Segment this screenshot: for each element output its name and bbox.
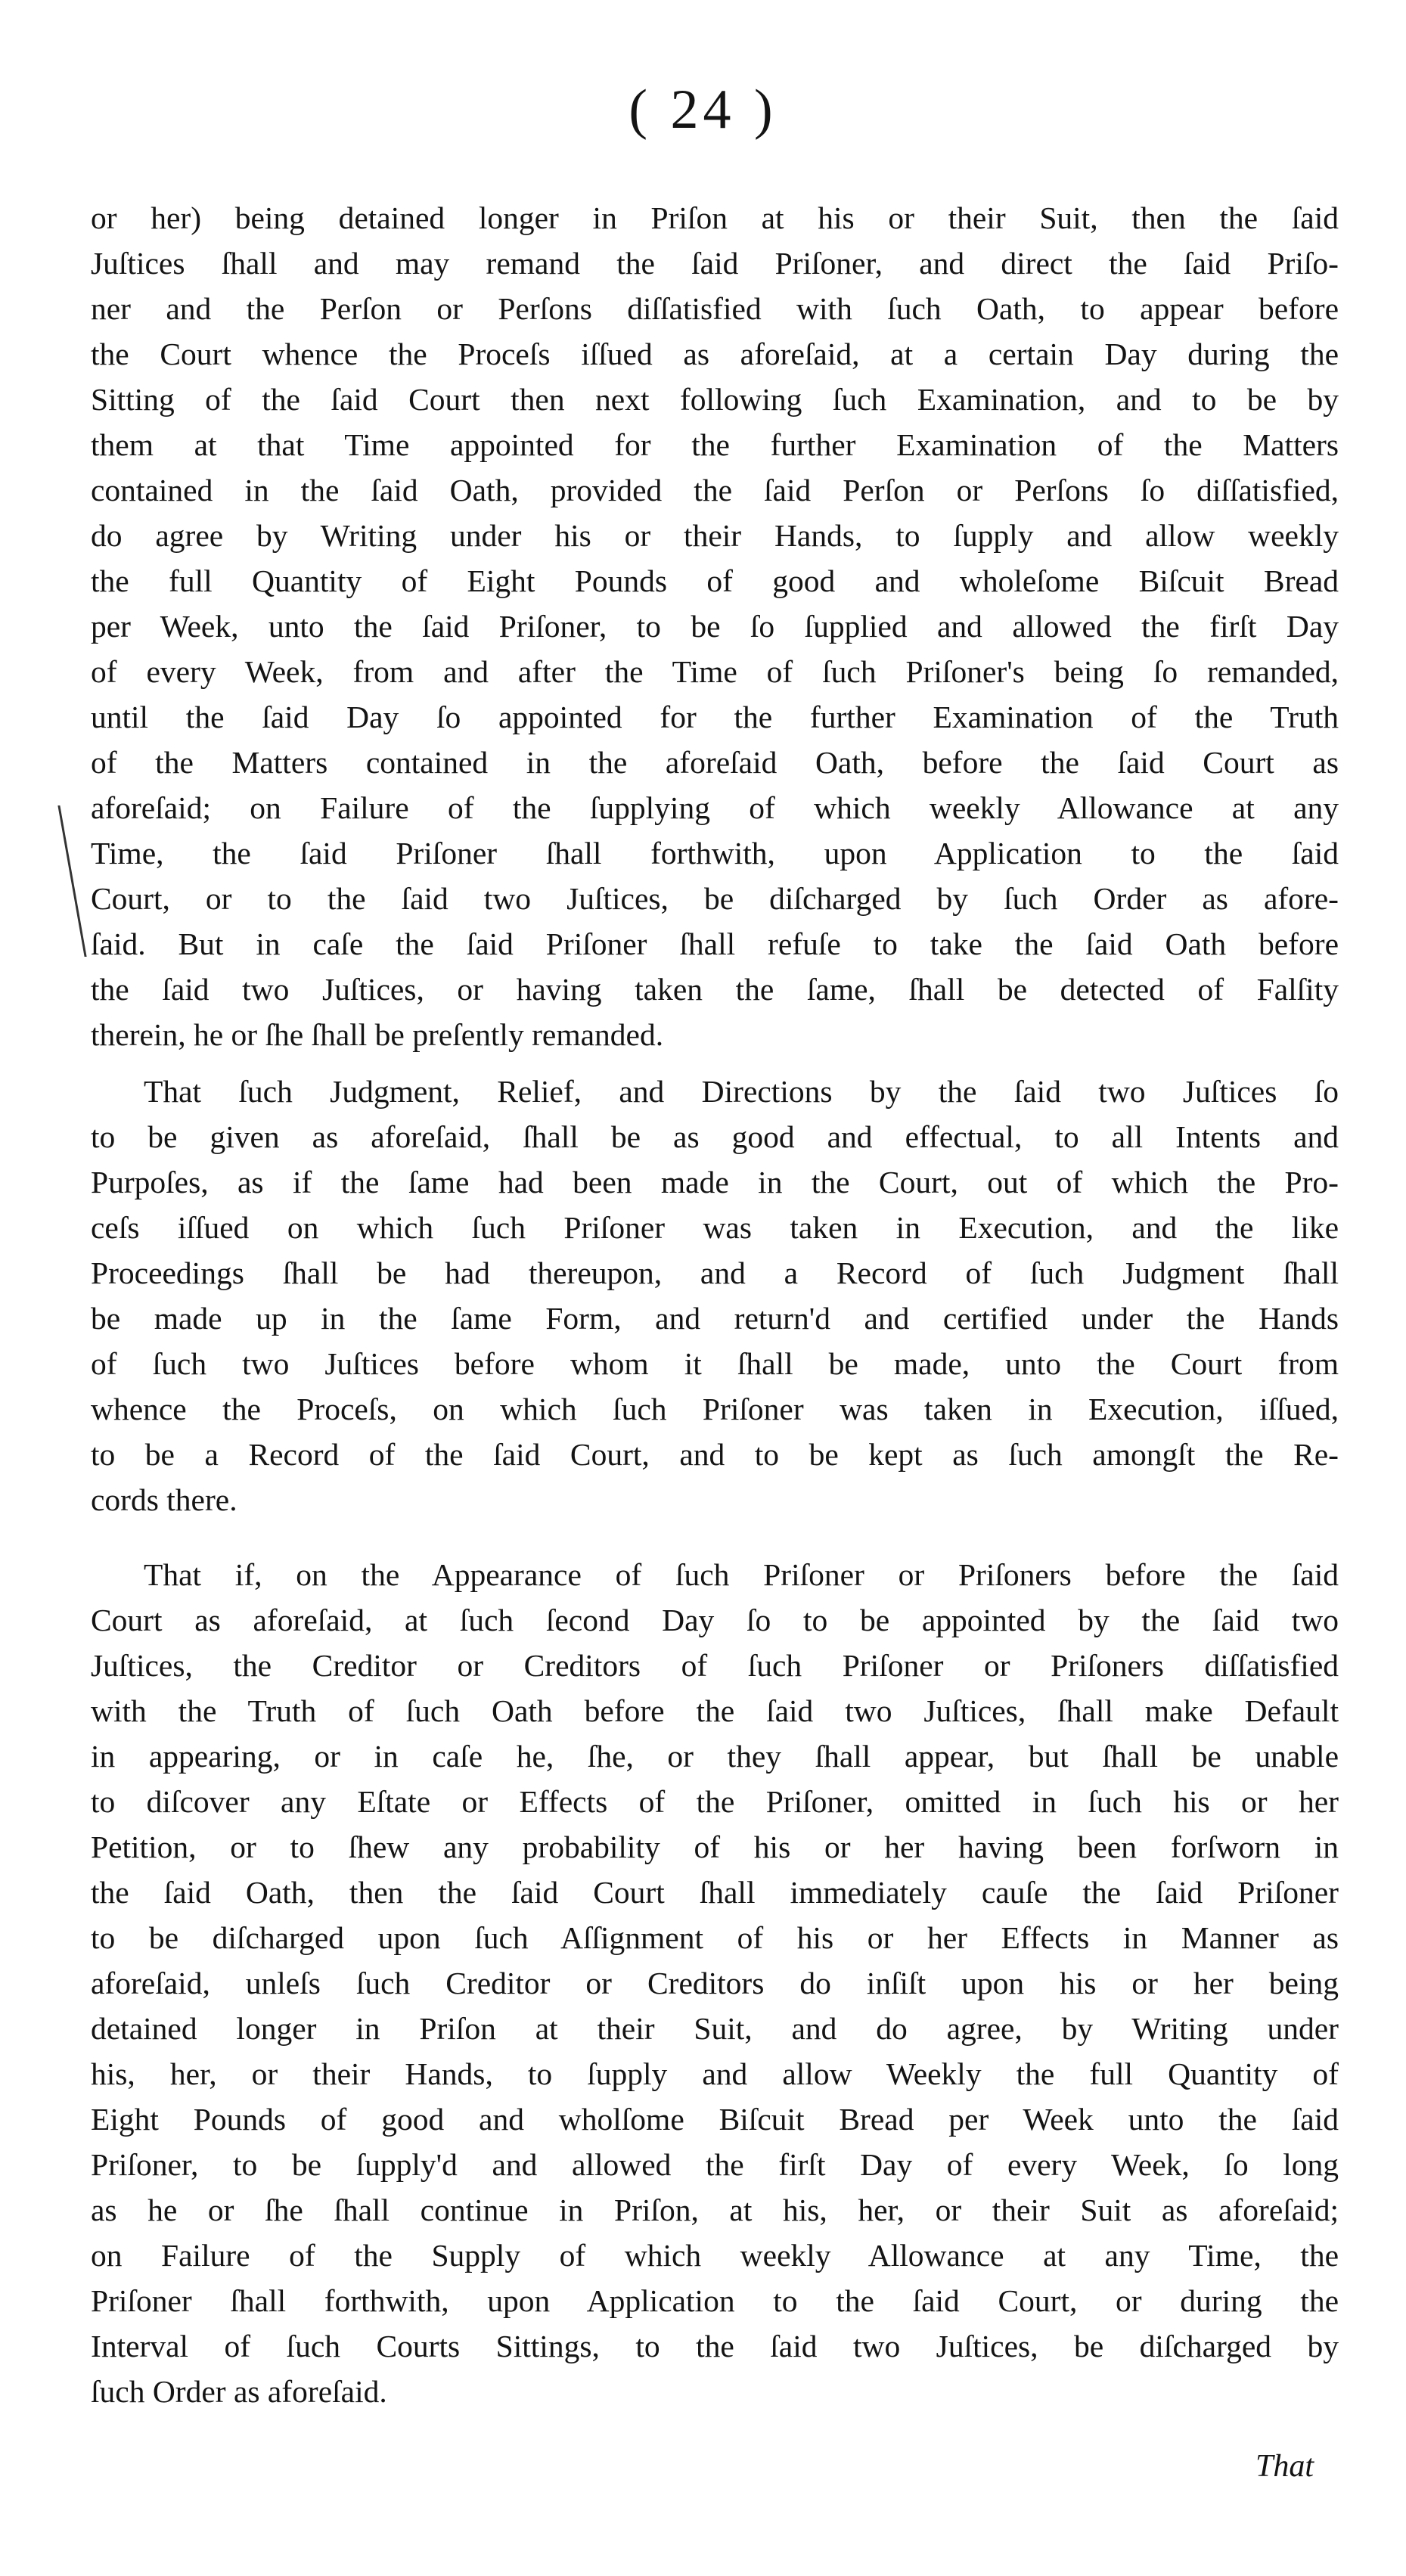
text-line: aforeſaid, unleſs ſuch Creditor or Creditors do inſiſt upon his or her being bbox=[91, 1966, 1339, 2000]
text-line: Purpoſes, as if the ſame had been made in the Court, out of which the Pro- bbox=[91, 1165, 1339, 1200]
text-line: Juſtices ſhall and may remand the ſaid Priſoner, and direct the ſaid Priſo- bbox=[91, 246, 1339, 281]
text-line: of every Week, from and after the Time of ſuch Priſoner's being ſo remanded, bbox=[91, 654, 1339, 689]
text-line: to be given as aforeſaid, ſhall be as good and effectual, to all Intents and bbox=[91, 1119, 1339, 1154]
text-line: Priſoner, to be ſupply'd and allowed the firſt Day of every Week, ſo long bbox=[91, 2147, 1339, 2182]
paragraph-2 bbox=[91, 1069, 1339, 1522]
text-line: the full Quantity of Eight Pounds of good and wholeſome Biſcuit Bread bbox=[91, 563, 1339, 598]
text-line: Juſtices, the Creditor or Creditors of ſuch Priſoner or Priſoners diſſatisfied bbox=[91, 1648, 1339, 1683]
text-line: detained longer in Priſon at their Suit, and do agree, by Writing under bbox=[91, 2011, 1339, 2046]
text-line: Time, the ſaid Priſoner ſhall forthwith, upon Application to the ſaid bbox=[91, 836, 1339, 871]
text-line: That ſuch Judgment, Relief, and Directions by the ſaid two Juſtices ſo bbox=[144, 1074, 1339, 1109]
text-line: in appearing, or in caſe he, ſhe, or they ſhall appear, but ſhall be unable bbox=[91, 1739, 1339, 1774]
text-line: on Failure of the Supply of which weekly Allowance at any Time, the bbox=[91, 2238, 1339, 2273]
text-line: of the Matters contained in the aforeſaid Oath, before the ſaid Court as bbox=[91, 745, 1339, 780]
text-line: Court, or to the ſaid two Juſtices, be diſcharged by ſuch Order as afore- bbox=[91, 881, 1339, 916]
paragraph-3 bbox=[91, 1552, 1339, 2414]
text-line: therein, he or ſhe ſhall be preſently remanded. bbox=[91, 1017, 664, 1052]
text-line: the ſaid two Juſtices, or having taken the ſame, ſhall be detected of Falſity bbox=[91, 972, 1339, 1007]
text-line: with the Truth of ſuch Oath before the ſaid two Juſtices, ſhall make Default bbox=[91, 1693, 1339, 1728]
page-number: ( 24 ) bbox=[629, 79, 777, 141]
text-line: to be a Record of the ſaid Court, and to be kept as ſuch amongſt the Re- bbox=[91, 1437, 1339, 1472]
text-line: of ſuch two Juſtices before whom it ſhall be made, unto the Court from bbox=[91, 1346, 1339, 1381]
text-line: to diſcover any Eſtate or Effects of the Priſoner, omitted in ſuch his or her bbox=[91, 1784, 1339, 1819]
text-line: ceſs iſſued on which ſuch Priſoner was taken in Execution, and the like bbox=[91, 1210, 1339, 1245]
text-line: ner and the Perſon or Perſons diſſatisfied with ſuch Oath, to appear before bbox=[91, 291, 1339, 326]
text-line: as he or ſhe ſhall continue in Priſon, at his, her, or their Suit as aforeſaid; bbox=[91, 2193, 1339, 2227]
text-line: or her) being detained longer in Priſon at his or their Suit, then the ſaid bbox=[91, 200, 1339, 235]
text-line: the ſaid Oath, then the ſaid Court ſhall immediately cauſe the ſaid Priſoner bbox=[91, 1875, 1339, 1910]
text-line: whence the Proceſs, on which ſuch Priſoner was taken in Execution, iſſued, bbox=[91, 1392, 1339, 1426]
catchword: That bbox=[1255, 2449, 1314, 2484]
text-line: per Week, unto the ſaid Priſoner, to be ſo ſupplied and allowed the firſt Day bbox=[91, 609, 1339, 644]
text-line: Sitting of the ſaid Court then next following ſuch Examination, and to be by bbox=[91, 382, 1339, 417]
text-line: be made up in the ſame Form, and return'd and certified under the Hands bbox=[91, 1301, 1339, 1336]
text-line: cords there. bbox=[91, 1482, 237, 1517]
text-line: until the ſaid Day ſo appointed for the further Examination of the Truth bbox=[91, 700, 1339, 734]
text-line: contained in the ſaid Oath, provided the ſaid Perſon or Perſons ſo diſſatisfied, bbox=[91, 473, 1339, 507]
text-line: Petition, or to ſhew any probability of his or her having been forſworn in bbox=[91, 1830, 1339, 1864]
text-line: Eight Pounds of good and wholſome Biſcuit Bread per Week unto the ſaid bbox=[91, 2102, 1339, 2137]
text-line: aforeſaid; on Failure of the ſupplying of which weekly Allowance at any bbox=[91, 790, 1339, 825]
text-line: to be diſcharged upon ſuch Aſſignment of his or her Effects in Manner as bbox=[91, 1920, 1339, 1955]
text-line: ſaid. But in caſe the ſaid Priſoner ſhall refuſe to take the ſaid Oath before bbox=[91, 926, 1339, 961]
text-line: do agree by Writing under his or their Hands, to ſupply and allow weekly bbox=[91, 518, 1339, 553]
text-line: Priſoner ſhall forthwith, upon Application to the ſaid Court, or during the bbox=[91, 2283, 1339, 2318]
paragraph-1 bbox=[91, 195, 1339, 1057]
text-line: Court as aforeſaid, at ſuch ſecond Day ſo to be appointed by the ſaid two bbox=[91, 1603, 1339, 1637]
text-line: Interval of ſuch Courts Sittings, to the ſaid two Juſtices, be diſcharged by bbox=[91, 2329, 1339, 2363]
text-line: That if, on the Appearance of ſuch Priſoner or Priſoners before the ſaid bbox=[144, 1557, 1339, 1592]
text-line: his, her, or their Hands, to ſupply and allow Weekly the full Quantity of bbox=[91, 2056, 1339, 2091]
text-line: Proceedings ſhall be had thereupon, and a Record of ſuch Judgment ſhall bbox=[91, 1255, 1339, 1290]
text-line: the Court whence the Proceſs iſſued as aforeſaid, at a certain Day during the bbox=[91, 337, 1339, 371]
text-line: them at that Time appointed for the further Examination of the Matters bbox=[91, 427, 1339, 462]
text-line: ſuch Order as aforeſaid. bbox=[91, 2374, 387, 2409]
